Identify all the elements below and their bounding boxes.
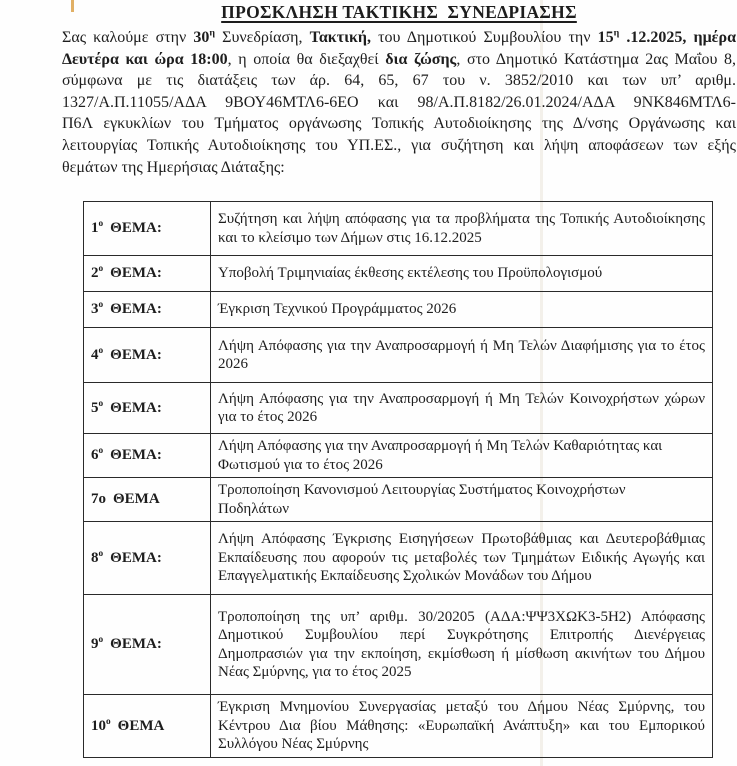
topic-line: Υποβολή Τριμηνιαίας έκθεσης εκτέλεσης του Προϋπολογισμού (218, 265, 603, 282)
topic-line: για το έτος 2026 (218, 409, 318, 425)
text-segment: Δευτέρα και ώρα 18:00 (62, 50, 228, 68)
topic-line: Συζήτηση και λήψη απόφασης για τα προβλήματα της Τοπικής Αυτοδιοίκησης (218, 211, 705, 227)
intro-line (62, 113, 736, 135)
topic-term: ΘΕΜΑ: (110, 447, 162, 464)
topic-ordinal: ο (98, 264, 104, 275)
text-segment: .12.2025, ημέρα (619, 29, 737, 46)
intro-line (62, 70, 736, 92)
intro-line (62, 49, 736, 71)
topic-line: Λήψη Απόφασης για την Αναπροσαρμογή ή Μη Τελών Καθαριότητας και (218, 438, 663, 454)
table-row (84, 522, 713, 595)
topic-number: 8 (91, 549, 99, 566)
topic-term: ΘΕΜΑ (113, 491, 160, 508)
text-segment: Τακτική, (309, 29, 371, 46)
intro-line (62, 135, 736, 157)
topic-line: Ποδηλάτων (218, 500, 290, 517)
topic-term: ΘΕΜΑ: (110, 399, 162, 416)
text-segment: η (613, 27, 620, 39)
topic-number-cell (84, 292, 211, 328)
topic-text-cell (211, 434, 713, 478)
topic-line: Φωτισμού για το έτος 2026 (218, 456, 383, 473)
topic-text-cell (211, 695, 713, 758)
topic-text-cell (211, 595, 713, 695)
topic-term: ΘΕΜΑ: (110, 265, 162, 282)
text-segment: Π6Λ εγκυκλίων του Τμήματος οργάνωσης Τοπικής Αυτοδιοίκησης της Δ/νσης Οργάνωσης και (62, 115, 736, 133)
table-row (84, 695, 713, 758)
topic-number: 1 (91, 220, 99, 237)
topic-number: 9 (91, 636, 99, 653)
topic-number: 5 (91, 399, 99, 416)
topic-term: ΘΕΜΑ: (110, 636, 162, 653)
text-segment: Συνεδρίαση, (215, 29, 310, 46)
topic-ordinal: ο (98, 548, 104, 559)
topic-line: Δημοτικού Συμβουλίου περί Συγκρότησης Επιτροπής Διενέργειας (218, 627, 705, 643)
text-segment: , στο Δημοτικό Κατάστημα 2ας Μαΐου 8, (456, 50, 737, 68)
topic-line: Λήψη Απόφασης για την Αναπροσαρμογή ή Μη Τελών Διαφήμισης για το έτος (218, 337, 705, 354)
topic-line: Συλλόγου Νέας Σμύρνης (218, 736, 369, 752)
topic-term: ΘΕΜΑ: (110, 301, 162, 318)
topic-number: 6 (91, 447, 99, 464)
topic-text-cell (211, 202, 713, 256)
topic-text-cell (211, 522, 713, 595)
table-row (84, 292, 713, 328)
page-title: ΠΡΟΣΚΛΗΣΗ ΤΑΚΤΙΚΗΣ ΣΥΝΕΔΡΙΑΣΗΣ (221, 2, 577, 22)
agenda-table (83, 201, 713, 758)
topic-line: Λήψη Απόφασης Έγκρισης Εισηγήσεων Πρωτοβάθμιας και Δευτεροβάθμιας (218, 531, 705, 548)
title-row (62, 2, 736, 23)
text-segment: 30 (193, 29, 210, 46)
topic-text-cell (211, 292, 713, 328)
text-segment: Σας καλούμε στην (62, 29, 194, 46)
topic-line: 2026 (218, 356, 248, 372)
topic-line: και το κλείσιμο των Δήμων στις 16.12.2025 (218, 229, 482, 246)
topic-number-cell (84, 256, 211, 292)
intro-line (62, 157, 736, 179)
table-row (84, 328, 713, 383)
text-segment: 1327/Α.Π.11055/ΑΔΑ 9ΒΟΥ46ΜΤΛ6-6ΕΟ και 98/Α.Π.8182/26.01.2024/ΑΔΑ 9ΝΚ846ΜΤΛ6- (62, 93, 736, 111)
topic-text-cell (211, 328, 713, 383)
topic-number-cell (84, 328, 211, 383)
text-segment: , η οποία θα διεξαχθεί (227, 50, 386, 68)
text-segment: 15 (597, 29, 614, 46)
topic-line: Τροποποίηση Κανονισμού Λειτουργίας Συστήματος Κοινοχρήστων (218, 482, 626, 498)
text-segment: σύμφωνα με τις διατάξεις των άρ. 64, 65, 67 του ν. 3852/2010 και των υπ’ αριθμ. (62, 72, 736, 90)
topic-line: Νέας Σμύρνης, για το έτος 2025 (218, 664, 412, 680)
table-row (84, 595, 713, 695)
topic-line: Κέντρου Δια βίου Μάθησης: «Ευρωπαϊκή Ανάπτυξη» και του Εμπορικού (218, 717, 705, 734)
topic-number-cell (84, 695, 211, 758)
topic-number: 10 (91, 717, 106, 734)
topic-ordinal: ο (98, 635, 104, 646)
table-row (84, 202, 713, 256)
topic-ordinal: ο (98, 345, 104, 356)
topic-line: Δημοπρασιών για την εκποίηση, εκμίσθωση ή μίσθωση ακινήτων του Δήμου (218, 645, 705, 662)
topic-number-cell (84, 595, 211, 695)
topic-number-cell (84, 478, 211, 522)
topic-ordinal: ο (98, 219, 104, 230)
intro-line (62, 92, 736, 114)
table-row (84, 434, 713, 478)
topic-ordinal: ο (98, 491, 106, 508)
topic-number: 2 (91, 265, 99, 282)
topic-line: Έγκριση Μνημονίου Συνεργασίας μεταξύ του Δήμου Νέας Σμύρνης, του (218, 699, 705, 715)
topic-text-cell (211, 256, 713, 292)
text-segment: του Δημοτικού Συμβουλίου την (371, 29, 598, 46)
topic-line: Εκπαίδευσης που αφορούν τις μεταβολές των Τμημάτων Ειδικής Αγωγής και (218, 549, 705, 566)
topic-line: Λήψη Απόφασης για την Αναπροσαρμογή ή Μη Τελών Κοινοχρήστων χώρων (218, 390, 705, 407)
intro-line (62, 27, 736, 49)
topic-number: 3 (91, 301, 99, 318)
topic-ordinal: ο (98, 300, 104, 311)
topic-ordinal: ο (98, 446, 104, 457)
topic-number: 4 (91, 346, 99, 363)
topic-line: Επαγγελματικής Εκπαίδευσης Σχολικών Μονάδων του Δήμου (218, 568, 592, 585)
topic-text-cell (211, 383, 713, 434)
topic-number-cell (84, 522, 211, 595)
topic-line: Τροποποίηση της υπ’ αριθμ. 30/20205 (ΑΔΑ:ΨΨ3ΧΩΚ3-5Η2) Απόφασης (218, 608, 705, 625)
agenda-table-body (84, 202, 713, 758)
topic-number-cell (84, 202, 211, 256)
text-segment: θεμάτων της Ημερήσιας Διάταξης: (62, 158, 285, 176)
topic-number-cell (84, 383, 211, 434)
text-segment: δια ζώσης (385, 50, 457, 68)
table-row (84, 256, 713, 292)
table-row (84, 478, 713, 522)
topic-ordinal: ο (98, 398, 104, 409)
topic-term: ΘΕΜΑ: (110, 220, 162, 237)
topic-ordinal: ο (106, 716, 111, 727)
topic-term: ΘΕΜΑ: (110, 549, 162, 566)
topic-term: ΘΕΜΑ: (110, 346, 162, 363)
topic-term: ΘΕΜΑ (117, 717, 165, 734)
topic-number-cell (84, 434, 211, 478)
topic-line: Έγκριση Τεχνικού Προγράμματος 2026 (218, 301, 457, 318)
topic-text-cell (211, 478, 713, 522)
text-segment: η (209, 27, 215, 39)
text-segment: λειτουργίας Τοπικής Αυτοδιοίκησης του ΥΠ.ΕΣ., για συζήτηση και λήψη αποφάσεων των εξής (62, 136, 736, 154)
intro-paragraph (62, 27, 736, 178)
topic-number: 7 (91, 491, 99, 508)
table-row (84, 383, 713, 434)
